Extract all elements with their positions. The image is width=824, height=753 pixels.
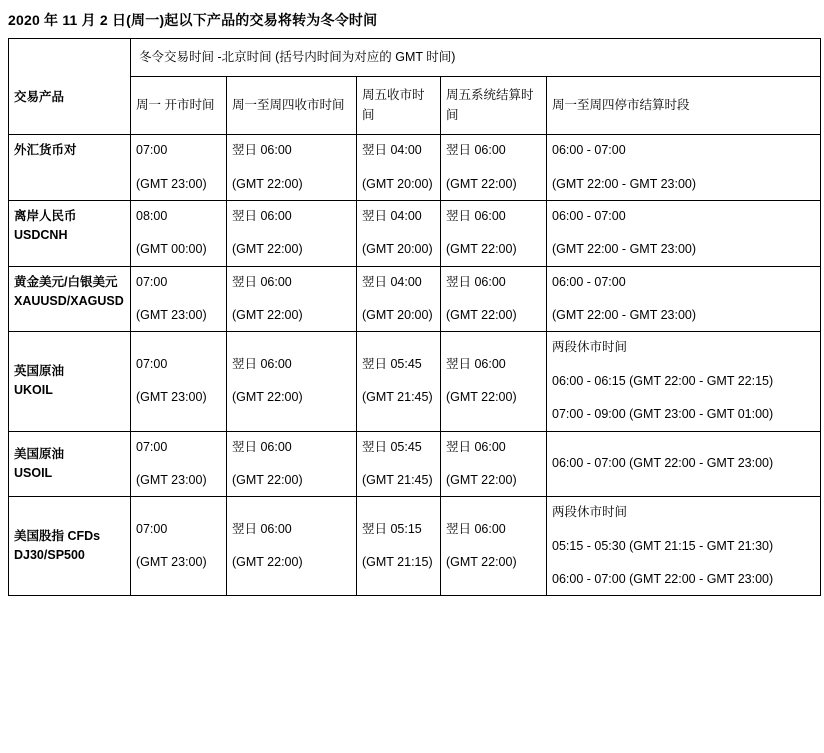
time-gmt: (GMT 22:00) xyxy=(446,242,517,257)
time-gmt: (GMT 22:00) xyxy=(232,390,303,405)
header-col-break: 周一至周四停市结算时段 xyxy=(547,77,821,135)
time-gmt: (GMT 23:00) xyxy=(136,555,207,570)
cell-settle-fri xyxy=(441,497,547,596)
time-main: 翌日 04:00 xyxy=(362,143,422,158)
time-gmt: (GMT 22:00) xyxy=(446,176,517,191)
winter-trading-hours-table xyxy=(8,38,821,596)
time-main: 翌日 06:00 xyxy=(232,274,292,289)
table-row xyxy=(9,200,821,266)
header-col-close-fri: 周五收市时间 xyxy=(357,77,441,135)
time-gmt: (GMT 20:00) xyxy=(362,308,433,322)
time-main: 翌日 06:00 xyxy=(232,439,292,454)
cell-settle-fri xyxy=(441,332,547,431)
time-main: 08:00 xyxy=(136,208,168,223)
table-header-row-columns xyxy=(9,77,821,135)
product-code: XAUUSD/XAGUSD xyxy=(14,294,124,308)
cell-open xyxy=(131,332,227,431)
table-row xyxy=(9,266,821,332)
row-product xyxy=(9,332,131,431)
time-main: 翌日 05:45 xyxy=(362,439,422,454)
cell-settle-fri xyxy=(441,431,547,497)
cell-open xyxy=(131,266,227,332)
cell-break xyxy=(547,332,821,431)
time-gmt: (GMT 20:00) xyxy=(362,176,433,191)
time-main: 翌日 04:00 xyxy=(362,208,422,223)
break-line: 06:00 - 06:15 (GMT 22:00 - GMT 22:15) xyxy=(552,373,774,388)
time-gmt: (GMT 21:15) xyxy=(362,555,433,570)
page-title: 2020 年 11 月 2 日(周一)起以下产品的交易将转为冬令时间 xyxy=(8,12,378,28)
time-gmt: (GMT 22:00) xyxy=(232,472,303,487)
cell-close-fri xyxy=(357,332,441,431)
cell-break xyxy=(547,135,821,201)
cell-settle-fri xyxy=(441,135,547,201)
product-name: 黄金美元/白银美元 xyxy=(14,274,118,289)
header-group-cell: 冬令交易时间 -北京时间 (括号内时间为对应的 GMT 时间) xyxy=(131,39,821,77)
table-row xyxy=(9,497,821,596)
time-main: 翌日 04:00 xyxy=(362,274,422,289)
cell-close-fri xyxy=(357,497,441,596)
break-line: 06:00 - 07:00 xyxy=(552,274,626,289)
time-gmt: (GMT 23:00) xyxy=(136,176,207,191)
product-code: USOIL xyxy=(14,465,53,480)
table-row xyxy=(9,332,821,431)
time-main: 翌日 06:00 xyxy=(446,357,506,372)
table-header-row-group xyxy=(9,39,821,77)
time-gmt: (GMT 22:00) xyxy=(446,308,517,322)
cell-open xyxy=(131,497,227,596)
row-product xyxy=(9,266,131,332)
time-gmt: (GMT 22:00) xyxy=(232,555,303,570)
time-gmt: (GMT 00:00) xyxy=(136,242,207,257)
time-gmt: (GMT 23:00) xyxy=(136,472,207,487)
break-line: 06:00 - 07:00 (GMT 22:00 - GMT 23:00) xyxy=(552,456,774,471)
row-product xyxy=(9,135,131,201)
time-gmt: (GMT 21:45) xyxy=(362,472,433,487)
break-line: 06:00 - 07:00 (GMT 22:00 - GMT 23:00) xyxy=(552,572,774,586)
time-main: 07:00 xyxy=(136,439,168,454)
header-col-settle-fri: 周五系统结算时间 xyxy=(441,77,547,135)
row-product xyxy=(9,431,131,497)
cell-open xyxy=(131,200,227,266)
break-line: 05:15 - 05:30 (GMT 21:15 - GMT 21:30) xyxy=(552,538,774,553)
cell-close-fri xyxy=(357,431,441,497)
cell-break xyxy=(547,497,821,596)
time-gmt: (GMT 23:00) xyxy=(136,308,207,322)
time-main: 翌日 06:00 xyxy=(232,208,292,223)
time-main: 翌日 06:00 xyxy=(232,521,292,536)
time-main: 翌日 06:00 xyxy=(446,274,506,289)
product-name: 美国股指 CFDs xyxy=(14,528,101,543)
product-name: 外汇货币对 xyxy=(14,143,77,158)
cell-open xyxy=(131,135,227,201)
row-product xyxy=(9,497,131,596)
time-main: 07:00 xyxy=(136,357,168,372)
time-main: 翌日 06:00 xyxy=(446,208,506,223)
header-col-close-mon-thu: 周一至周四收市时间 xyxy=(227,77,357,135)
header-col-open: 周一 开市时间 xyxy=(131,77,227,135)
time-main: 翌日 06:00 xyxy=(446,521,506,536)
product-name: 英国原油 xyxy=(14,364,65,379)
product-code: DJ30/SP500 xyxy=(14,548,85,563)
product-code: UKOIL xyxy=(14,383,53,398)
header-product-cell: 交易产品 xyxy=(9,39,131,135)
time-gmt: (GMT 22:00) xyxy=(446,390,517,405)
break-line: (GMT 22:00 - GMT 23:00) xyxy=(552,308,697,322)
time-main: 翌日 05:45 xyxy=(362,357,422,372)
product-name: 美国原油 xyxy=(14,446,65,461)
cell-open xyxy=(131,431,227,497)
time-main: 翌日 05:15 xyxy=(362,521,422,536)
cell-close-mon-thu xyxy=(227,431,357,497)
product-code: USDCNH xyxy=(14,228,68,243)
cell-break xyxy=(547,266,821,332)
cell-break xyxy=(547,200,821,266)
cell-settle-fri xyxy=(441,266,547,332)
break-line: 两段休市时间 xyxy=(552,505,628,520)
time-gmt: (GMT 22:00) xyxy=(446,472,517,487)
time-main: 07:00 xyxy=(136,143,168,158)
time-main: 07:00 xyxy=(136,274,168,289)
cell-break xyxy=(547,431,821,497)
time-main: 翌日 06:00 xyxy=(232,143,292,158)
break-line: 06:00 - 07:00 xyxy=(552,208,626,223)
cell-close-mon-thu xyxy=(227,200,357,266)
break-line: 07:00 - 09:00 (GMT 23:00 - GMT 01:00) xyxy=(552,407,774,422)
cell-close-fri xyxy=(357,200,441,266)
time-main: 07:00 xyxy=(136,521,168,536)
time-gmt: (GMT 22:00) xyxy=(232,242,303,257)
time-main: 翌日 06:00 xyxy=(446,439,506,454)
break-line: (GMT 22:00 - GMT 23:00) xyxy=(552,242,697,257)
time-gmt: (GMT 20:00) xyxy=(362,242,433,257)
cell-close-mon-thu xyxy=(227,266,357,332)
time-main: 翌日 06:00 xyxy=(232,357,292,372)
cell-settle-fri xyxy=(441,200,547,266)
time-gmt: (GMT 23:00) xyxy=(136,390,207,405)
cell-close-mon-thu xyxy=(227,497,357,596)
break-line: 两段休市时间 xyxy=(552,340,628,355)
time-gmt: (GMT 22:00) xyxy=(232,176,303,191)
cell-close-mon-thu xyxy=(227,332,357,431)
cell-close-mon-thu xyxy=(227,135,357,201)
cell-close-fri xyxy=(357,135,441,201)
break-line: 06:00 - 07:00 xyxy=(552,143,626,158)
table-row xyxy=(9,431,821,497)
time-gmt: (GMT 22:00) xyxy=(232,308,303,322)
time-gmt: (GMT 22:00) xyxy=(446,555,517,570)
time-gmt: (GMT 21:45) xyxy=(362,390,433,405)
product-name: 离岸人民币 xyxy=(14,208,77,223)
break-line: (GMT 22:00 - GMT 23:00) xyxy=(552,176,697,191)
table-row xyxy=(9,135,821,201)
time-main: 翌日 06:00 xyxy=(446,143,506,158)
cell-close-fri xyxy=(357,266,441,332)
row-product xyxy=(9,200,131,266)
